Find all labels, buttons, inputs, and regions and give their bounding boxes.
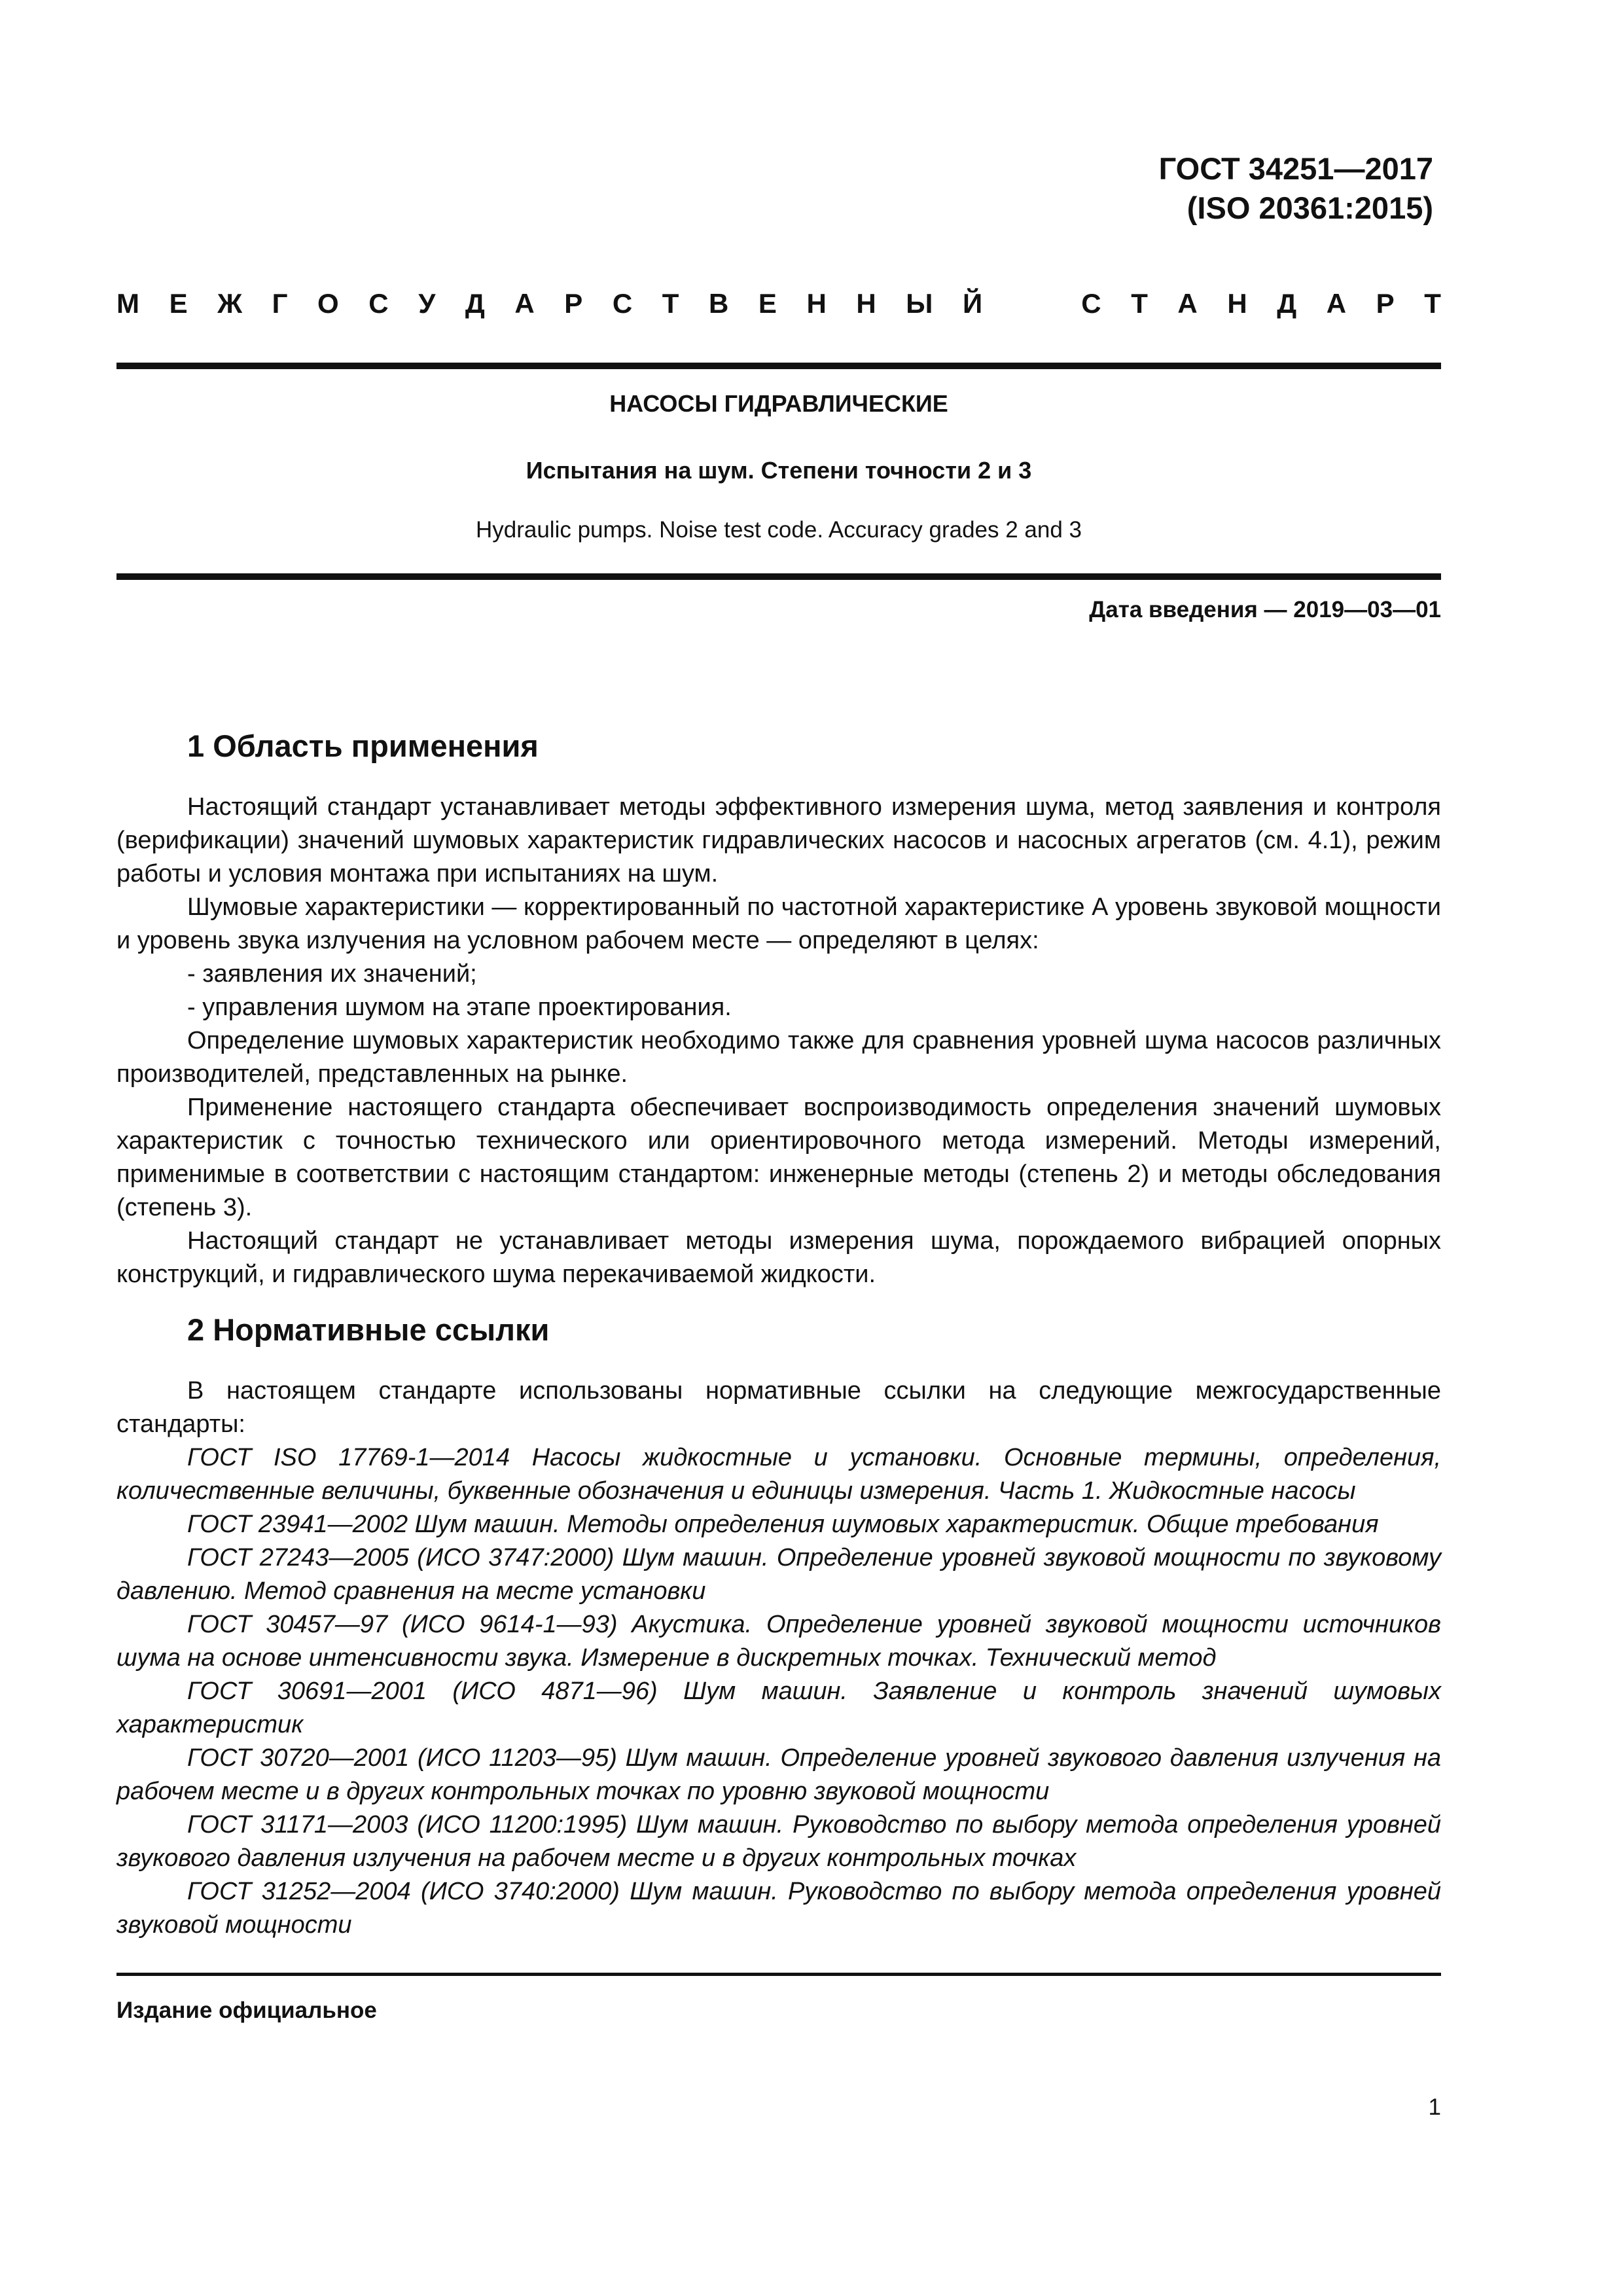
reference-item: ГОСТ 30720—2001 (ИСО 11203—95) Шум машин. Определение уровней звукового давления излучения на рабочем месте и в других контрольных точках по уровню звуковой мощности	[116, 1744, 1441, 1805]
page-number: 1	[1428, 2094, 1441, 2120]
paragraph: Определение шумовых характеристик необходимо также для сравнения уровней шума насосов различных производителей, представленных на рынке.	[116, 1027, 1441, 1088]
banner-letter: Т	[1424, 288, 1441, 319]
official-edition-label: Издание официальное	[116, 1998, 377, 2023]
paragraph: Настоящий стандарт не устанавливает методы измерения шума, порождаемого вибрацией опорных конструкций, и гидравлического шума перекачиваемой жидкости.	[116, 1227, 1441, 1288]
reference-item: ГОСТ 30691—2001 (ИСО 4871—96) Шум машин. Заявление и контроль значений шумовых характеристик	[116, 1677, 1441, 1738]
list-item: - заявления их значений;	[187, 960, 477, 988]
banner-letter: Р	[1376, 288, 1395, 319]
banner-letter: А	[1177, 288, 1198, 319]
reference-item: ГОСТ 27243—2005 (ИСО 3747:2000) Шум машин. Определение уровней звуковой мощности по звуковому давлению. Метод сравнения на месте установки	[116, 1544, 1441, 1605]
banner-letter: Ж	[217, 288, 243, 319]
banner-letter: Д	[465, 288, 485, 319]
banner-letter: Д	[1277, 288, 1297, 319]
banner-letter: Р	[564, 288, 583, 319]
paragraph: Шумовые характеристики — корректированный по частотной характеристике А уровень звуковой мощности и уровень звука излучения на условном рабочем месте — определяют в целях:	[116, 893, 1441, 954]
section-scope-body	[116, 791, 1441, 1291]
introduction-date: Дата введения — 2019—03—01	[1089, 597, 1441, 622]
paragraph: Применение настоящего стандарта обеспечивает воспроизводимость определения значений шумовых характеристик с точностью технического или ориентировочного метода измерений. Методы измерений, применимые в соответствии с настоящим стандартом: инженерные методы (степень 2) и методы обследования (степень 3).	[116, 1094, 1441, 1221]
interstate-standard-banner	[116, 283, 1441, 325]
banner-letter: Н	[1227, 288, 1247, 319]
standard-designation	[1159, 149, 1433, 228]
section-references-body	[116, 1374, 1441, 1942]
reference-item: ГОСТ ISO 17769-1—2014 Насосы жидкостные и установки. Основные термины, определения, количественные величины, буквенные обозначения и единицы измерения. Часть 1. Жидкостные насосы	[116, 1444, 1441, 1505]
section-heading-scope: 1 Область применения	[187, 728, 539, 763]
banner-letter: С	[612, 288, 633, 319]
reference-item: ГОСТ 31252—2004 (ИСО 3740:2000) Шум машин. Руководство по выбору метода определения уровней звуковой мощности	[116, 1878, 1441, 1939]
banner-letter: Е	[169, 288, 188, 319]
list-item: - управления шумом на этапе проектирования.	[187, 994, 732, 1021]
banner-letter: Н	[856, 288, 876, 319]
reference-item: ГОСТ 30457—97 (ИСО 9614-1—93) Акустика. Определение уровней звуковой мощности источников шума на основе интенсивности звука. Измерение в дискретных точках. Технический метод	[116, 1611, 1441, 1672]
document-title: НАСОСЫ ГИДРАВЛИЧЕСКИЕ	[609, 390, 948, 417]
banner-letter: Т	[662, 288, 679, 319]
banner-letter: Ы	[906, 288, 933, 319]
section-heading-normative-references: 2 Нормативные ссылки	[187, 1312, 550, 1347]
header-rule-bottom	[116, 573, 1441, 580]
document-title-english: Hydraulic pumps. Noise test code. Accuracy grades 2 and 3	[475, 517, 1082, 543]
paragraph: Настоящий стандарт устанавливает методы эффективного измерения шума, метод заявления и контроля (верификации) значений шумовых характеристик гидравлических насосов и насосных агрегатов (см. 4.1), режим работы и условия монтажа при испытаниях на шум.	[116, 793, 1441, 888]
banner-letter: Н	[806, 288, 827, 319]
banner-letter: Г	[272, 288, 288, 319]
banner-letter: Й	[962, 288, 983, 319]
footer-rule	[116, 1973, 1441, 1976]
banner-letter: С	[1081, 288, 1101, 319]
header-rule-top	[116, 363, 1441, 369]
document-subtitle: Испытания на шум. Степени точности 2 и 3	[526, 457, 1032, 484]
banner-letter: В	[708, 288, 729, 319]
banner-letter: М	[116, 288, 139, 319]
paragraph: В настоящем стандарте использованы нормативные ссылки на следующие межгосударственные стандарты:	[116, 1377, 1441, 1438]
banner-letter: А	[514, 288, 535, 319]
banner-letter: Т	[1131, 288, 1148, 319]
reference-item: ГОСТ 23941—2002 Шум машин. Методы определения шумовых характеристик. Общие требования	[187, 1511, 1379, 1538]
reference-item: ГОСТ 31171—2003 (ИСО 11200:1995) Шум машин. Руководство по выбору метода определения уровней звукового давления излучения на рабочем месте и в других контрольных точках	[116, 1811, 1441, 1872]
banner-letter: У	[418, 288, 436, 319]
banner-letter: С	[368, 288, 389, 319]
banner-letter: О	[317, 288, 339, 319]
banner-letter: А	[1326, 288, 1347, 319]
iso-number: (ISO 20361:2015)	[1186, 190, 1433, 225]
banner-letter: Е	[758, 288, 777, 319]
gost-number: ГОСТ 34251—2017	[1158, 151, 1433, 186]
